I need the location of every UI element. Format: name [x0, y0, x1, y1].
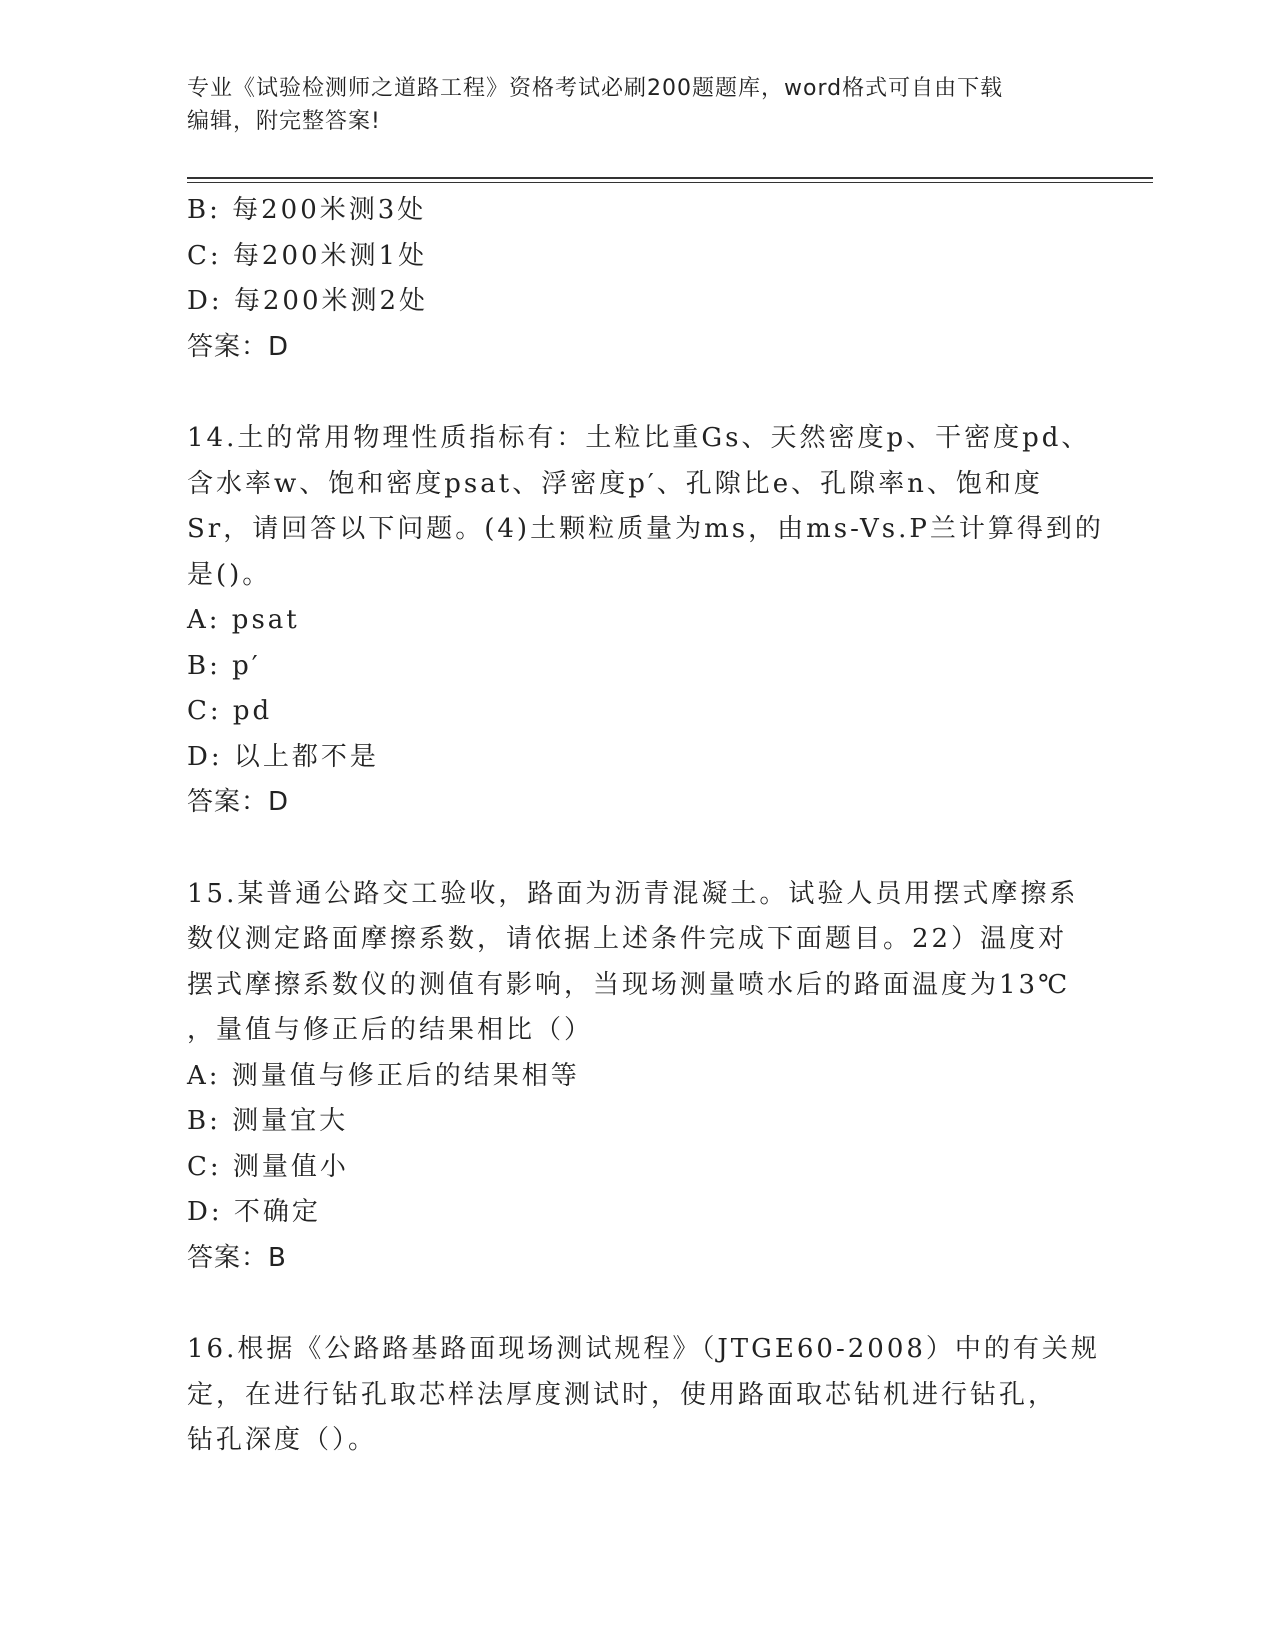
question-text-line: 含水率w、饱和密度psat、浮密度p′、孔隙比e、孔隙率n、饱和度: [187, 468, 1043, 499]
previous-question-tail: [187, 188, 1087, 370]
spacer: [187, 826, 1087, 872]
answer: 答案：B: [187, 1242, 287, 1273]
option-c: C: 测量值小: [187, 1151, 349, 1182]
question-text-line: ，量值与修正后的结果相比（）: [187, 1015, 594, 1045]
option-a: A: 测量值与修正后的结果相等: [187, 1060, 580, 1091]
question-text-line: 钻孔深度（）。: [187, 1425, 378, 1455]
question-text-line: 摆式摩擦系数仪的测值有影响，当现场测量喷水后的路面温度为13℃: [187, 969, 1071, 1000]
option-c: C: pd: [187, 696, 273, 726]
option-d: D: 以上都不是: [187, 741, 379, 772]
document-body: [187, 188, 1104, 1464]
option-b: B: 每200米测3处: [187, 195, 427, 225]
option-b: B: p′: [187, 650, 261, 681]
question-text-line: 14.土的常用物理性质指标有：土粒比重Gs、天然密度p、干密度pd、: [187, 423, 1091, 453]
question-14: [187, 416, 1104, 826]
option-b: B: 测量宜大: [187, 1106, 349, 1136]
question-text-line: 是()。: [187, 559, 272, 590]
spacer: [187, 370, 1087, 416]
header-line-1: 专业《试验检测师之道路工程》资格考试必刷200题题库，word格式可自由下载: [187, 76, 1004, 101]
spacer: [187, 1281, 1087, 1327]
header-line-2: 编辑，附完整答案!: [187, 109, 381, 134]
option-c: C: 每200米测1处: [187, 240, 428, 271]
option-a: A: psat: [187, 605, 300, 635]
option-d: D: 每200米测2处: [187, 286, 429, 316]
option-d: D: 不确定: [187, 1197, 321, 1227]
question-text-line: Sr，请回答以下问题。(4)土颗粒质量为ms，由ms-Vs.P兰计算得到的: [187, 514, 1104, 544]
answer: 答案：D: [187, 331, 290, 362]
question-text-line: 数仪测定路面摩擦系数，请依据上述条件完成下面题目。22）温度对: [187, 924, 1068, 954]
header-divider-thick: [187, 177, 1153, 179]
question-text-line: 16.根据《公路路基路面现场测试规程》（JTGE60-2008）中的有关规: [187, 1334, 1100, 1364]
page-header: [187, 72, 1087, 138]
question-15: [187, 872, 1087, 1282]
question-16: [187, 1327, 1100, 1464]
question-text-line: 定，在进行钻孔取芯样法厚度测试时，使用路面取芯钻机进行钻孔，: [187, 1379, 1058, 1410]
answer: 答案：D: [187, 787, 290, 817]
header-divider-thin: [187, 182, 1153, 183]
question-text-line: 15.某普通公路交工验收，路面为沥青混凝土。试验人员用摆式摩擦系: [187, 878, 1079, 909]
